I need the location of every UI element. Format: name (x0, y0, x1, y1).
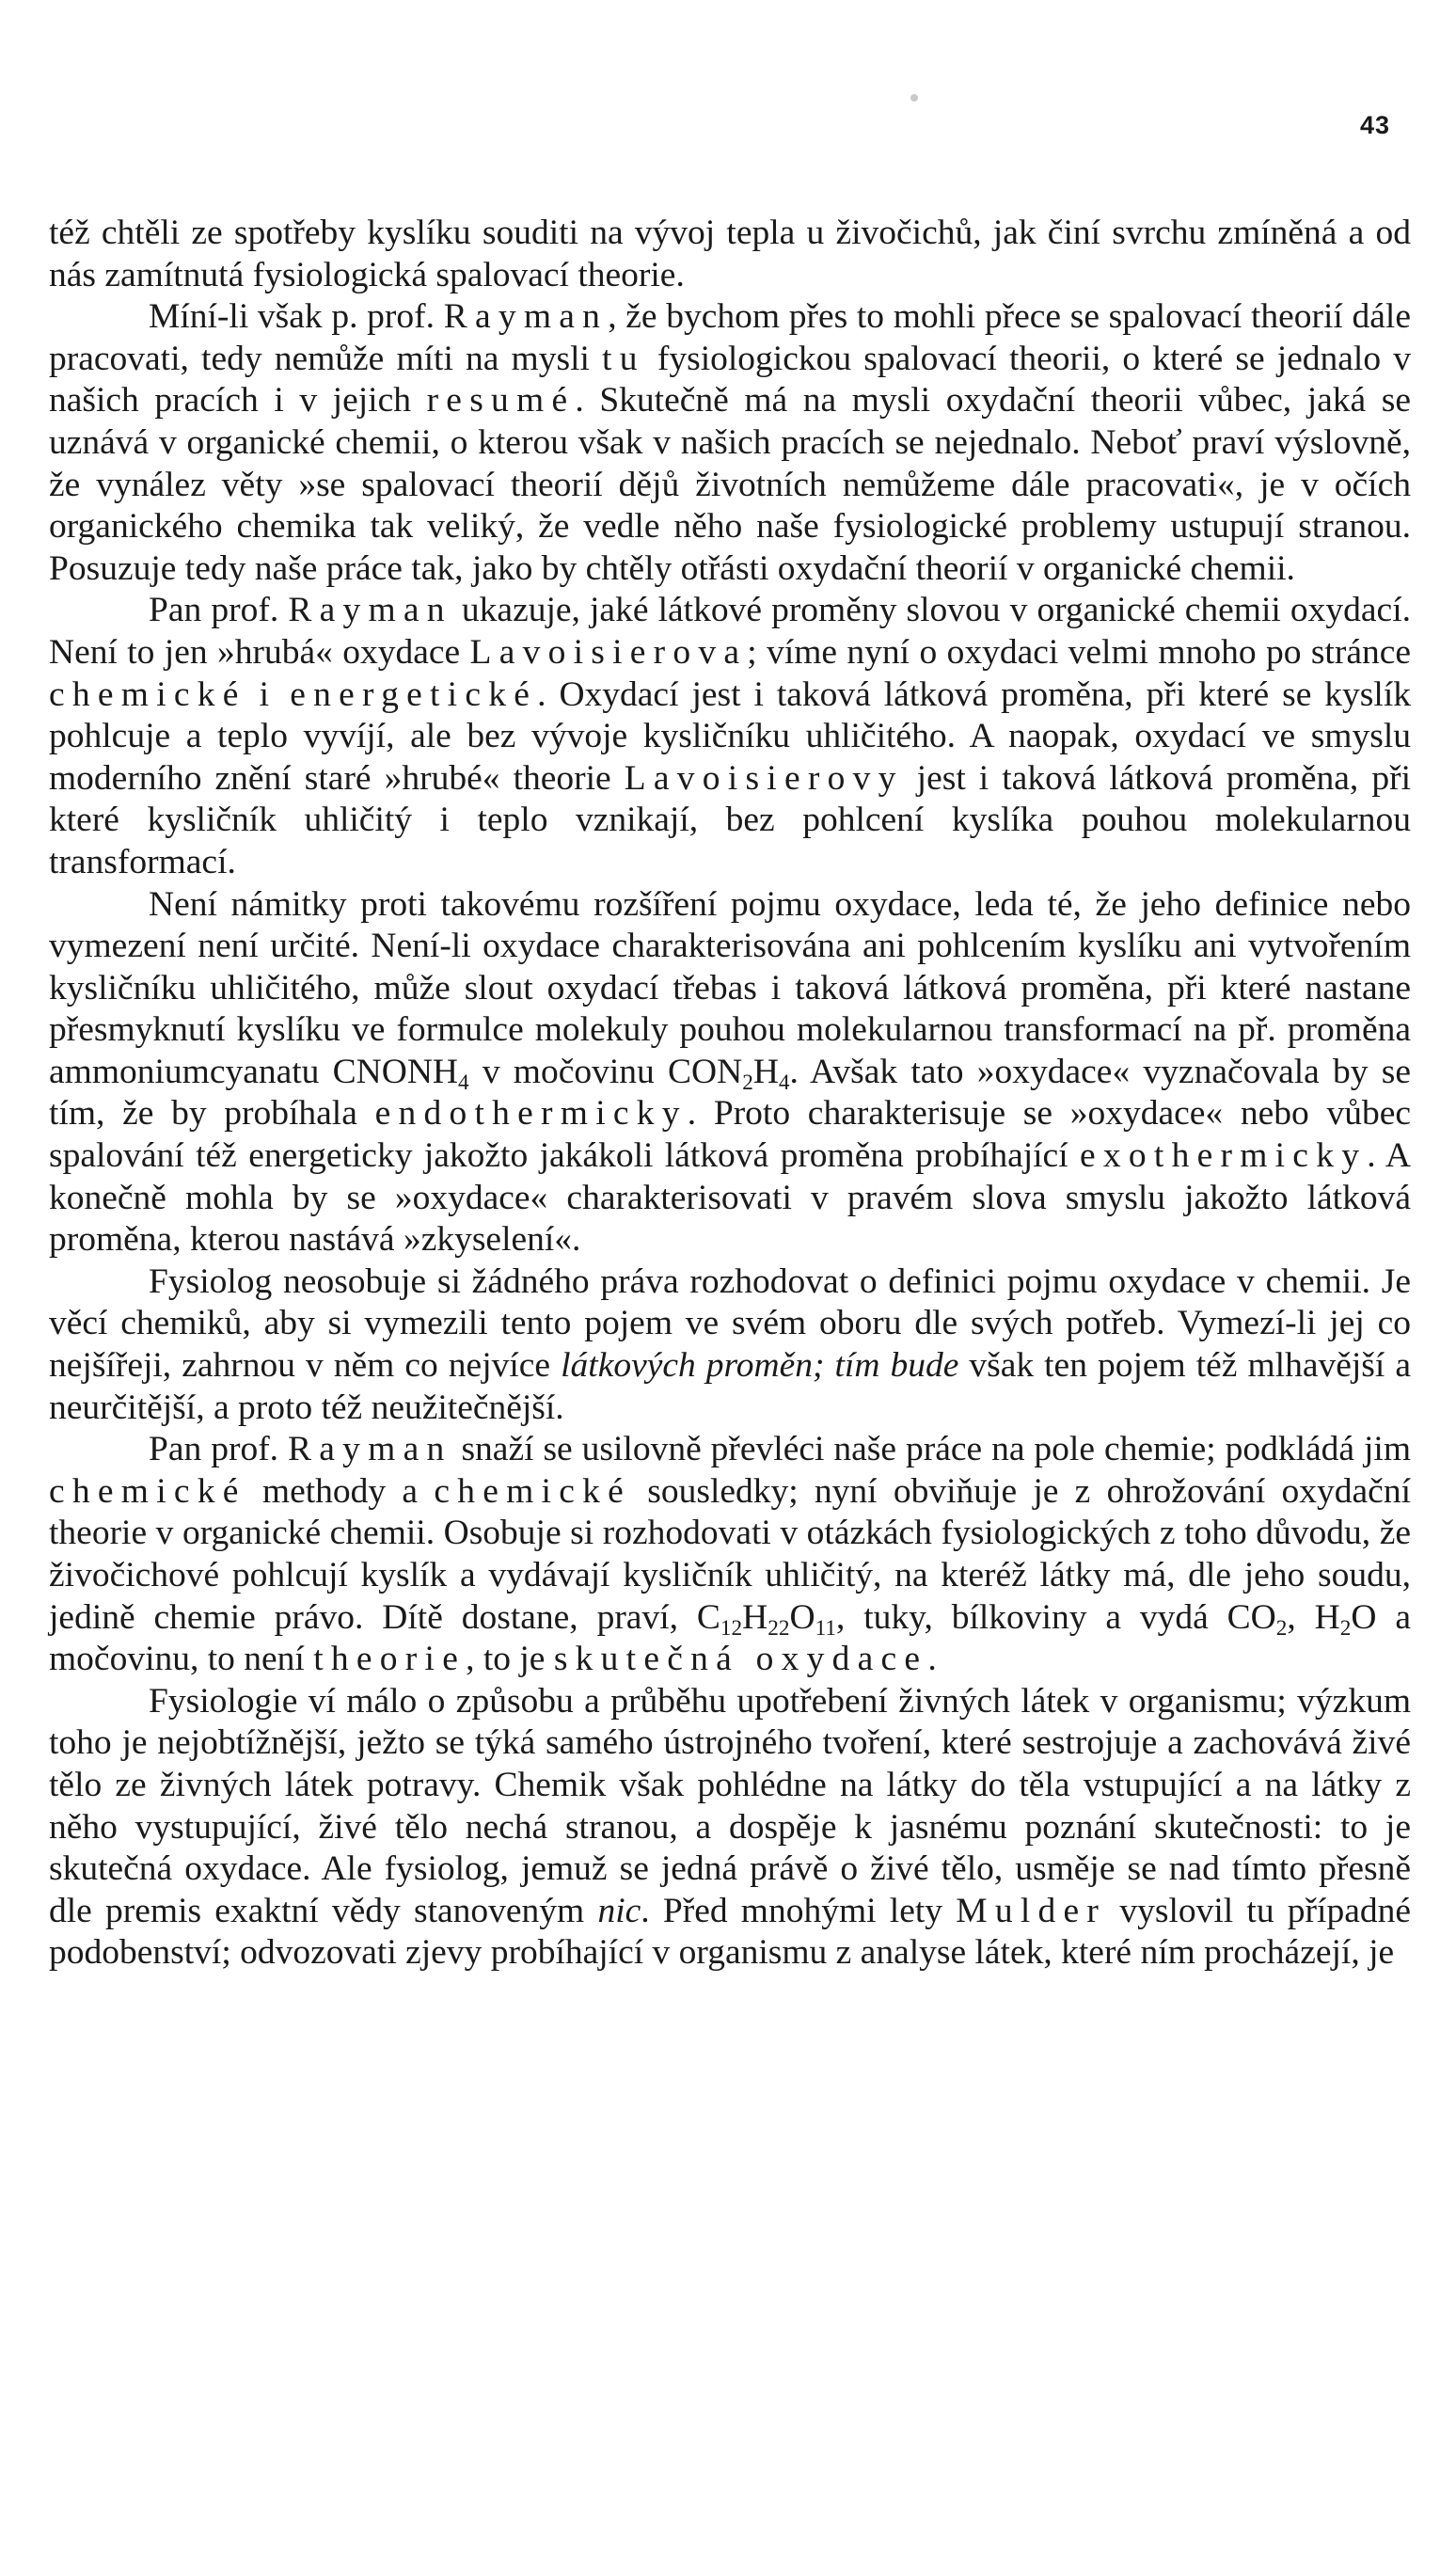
text-run: . A konečně mohla by se »oxydace« charakterisovati v pravém slova smyslu jakožto látková proměna, kterou nastává »zkyselení«. (49, 1136, 1411, 1260)
text-run: Pan prof. (149, 591, 289, 630)
page-number: 43 (1359, 111, 1390, 139)
text-run: . Proto charakterisuje se »oxydace« nebo vůbec spalování též energeticky jakožto jakákoli látková proměna probíhající (49, 1094, 1411, 1176)
text-run: Není námitky proti takovému rozšíření pojmu oxydace, leda té, že jeho definice nebo vymezení není určité. Není-li oxydace charakterisována ani pohlcením kyslíku ani vytvořením kysličníku uhličitého, může slout oxydací třebas i taková látková proměna, při které nastane přesmyknutí kyslíku ve formulce molekuly pouhou molekularnou transformací na př. proměna ammoniumcyanatu CNONH (49, 884, 1411, 1091)
subscript: 11 (815, 1615, 836, 1641)
spaced-emphasis: Rayman (443, 297, 609, 337)
text-run: Fysiologie ví málo o způsobu a průběhu upotřebení živných látek v organismu; výzkum toho je nejobtížnější, ježto se týká samého ústrojného tvoření, které sestrojuje a zachovává živé tělo ze živných látek potravy. Chemik však pohlédne na látky do těla vstupující a na látky z něho vystupující, živé tělo nechá stranou, a dospěje k jasnému poznání skutečnosti: to je skutečná oxydace. Ale fysiolog, jemuž se jedná právě o živé tělo, usměje se nad tímto přesně dle premis exaktní vědy stanoveným (49, 1681, 1411, 1930)
text-run: Míní-li však p. prof. (149, 297, 444, 337)
body-text (49, 213, 1411, 1975)
text-run: jest i taková látková proměna, při které kysličník uhličitý i teplo vznikají, bez pohlcení kyslíka pouhou molekularnou transformací. (49, 758, 1411, 881)
spaced-emphasis: energetické (290, 674, 538, 714)
spaced-emphasis: chemické (49, 1471, 246, 1511)
subscript: 2 (1275, 1615, 1288, 1641)
spaced-emphasis: chemické (49, 674, 246, 714)
text-run: ukazuje, jaké látkové proměny slovou v organické chemii oxydací. Není to jen »hrubá« oxydace (49, 591, 1411, 672)
paragraph (49, 1681, 1411, 1975)
italic-emphasis: látkových proměn; tím bude (561, 1346, 959, 1386)
text-run: Fysiolog neosobuje si žádného práva rozhodovat o definici pojmu oxydace v chemii. Je věcí chemiků, aby si vymezili tento pojem ve svém oboru dle svých potřeb. Vymezí-li jej co nejšířeji, zahrnou v něm co nejvíce (49, 1261, 1411, 1386)
text-run: fysiologickou spalovací theorii, o které se jednalo v našich pracích i v jejich (49, 339, 1411, 420)
italic-emphasis: nic (597, 1891, 641, 1930)
text-run: . Skutečně má na mysli oxydační theorii vůbec, jaká se uznává v organické chemii, o kterou však v našich pracích se nejednalo. Neboť praví výslovně, že vynález věty »se spalovací theorií dějů životních nemůžeme dále pracovati«, je v očích organického chemika tak veliký, že vedle něho naše fysiologické problemy ustupují stranou. Posuzuje tedy naše práce tak, jako by chtěly otřásti oxydační theorií v organické chemii. (49, 381, 1412, 588)
spaced-emphasis: resumé (426, 381, 576, 420)
text-run (246, 675, 260, 714)
spaced-emphasis: chemické (434, 1471, 631, 1511)
text-run: , tuky, bílkoviny a vydá CO (835, 1597, 1276, 1637)
text-run: . (927, 1640, 937, 1679)
spaced-emphasis: Rayman (288, 591, 452, 630)
text-run: H (742, 1597, 768, 1637)
text-run: , H (1287, 1597, 1340, 1637)
paragraph (49, 884, 1411, 1261)
text-run: sousledky; nyní obviňuje je z ohrožování oxydační theorie v organické chemii. Osobuje si rozhodovati v otázkách fysiologických z toho důvodu, že živočichové pohlcují kyslík a vydávají kysličník uhličitý, na kteréž látky má, dle jeho soudu, jedině chemie právo. Dítě dostane, praví, C (49, 1471, 1411, 1637)
subscript: 4 (457, 1070, 469, 1095)
paragraph (49, 213, 1411, 296)
spaced-emphasis: skutečná oxydace (553, 1640, 928, 1679)
text-run: . Před mnohými lety (641, 1891, 957, 1930)
paragraph (49, 1261, 1411, 1429)
text-run: ; víme nyní o oxydaci velmi mnoho po stránce (747, 632, 1411, 672)
text-run: O a močovinu, to není (49, 1597, 1411, 1679)
text-run: vyslovil tu případné podobenství; odvozovati zjevy probíhající v organismu z analyse látek, které ním procházejí, je (49, 1891, 1411, 1973)
paragraph (49, 590, 1411, 883)
spaced-emphasis: Rayman (288, 1430, 452, 1469)
subscript: 4 (778, 1070, 790, 1095)
subscript: 12 (720, 1615, 743, 1641)
scan-speck (910, 94, 918, 102)
text-run: . Oxydací jest i taková látková proměna, při které se kyslík pohlcuje a teplo vyvíjí, ale bez vývoje kysličníku uhličitého. A naopak, oxydací ve smyslu moderního znění staré »hrubé« theorie (49, 674, 1411, 798)
subscript: 2 (742, 1070, 753, 1095)
text-run: . Avšak tato »oxydace« vyznačovala by se tím, že by probíhala (49, 1052, 1411, 1134)
text-run (277, 675, 290, 714)
spaced-emphasis: Mulder (956, 1891, 1107, 1930)
paragraph (49, 296, 1411, 590)
subscript: 22 (768, 1615, 790, 1641)
spaced-emphasis: tu (602, 339, 645, 378)
text-run: též chtěli ze spotřeby kyslíku souditi na vývoj tepla u živočichů, jak činí svrchu zmíněná a od nás zamítnutá fysiologická spalovací theorie. (49, 214, 1411, 294)
text-run: však ten pojem též mlhavější a neurčitější, a proto též neužitečnější. (49, 1346, 1411, 1427)
text-run: O (789, 1597, 815, 1637)
spaced-emphasis: theorie (313, 1640, 467, 1679)
text-run: H (752, 1052, 779, 1091)
text-run: , že bychom přes to mohli přece se spalovací theorií dále pracovati, tedy nemůže míti na mysli (49, 297, 1411, 378)
text-run: methody a (245, 1471, 435, 1511)
text-run: , to je (466, 1640, 554, 1679)
spaced-emphasis: i (259, 674, 277, 714)
subscript: 2 (1339, 1615, 1352, 1641)
text-run: Pan prof. (149, 1430, 289, 1469)
spaced-emphasis: exothermicky (1080, 1136, 1368, 1176)
text-run: v močovinu CON (468, 1052, 743, 1091)
paragraph (49, 1429, 1411, 1681)
spaced-emphasis: endothermicky (374, 1094, 688, 1134)
text-run: snaží se usilovně převléci naše práce na pole chemie; podkládá jim (451, 1430, 1411, 1469)
spaced-emphasis: Lavoisierova (469, 632, 748, 672)
spaced-emphasis: Lavoisierovy (624, 758, 904, 798)
